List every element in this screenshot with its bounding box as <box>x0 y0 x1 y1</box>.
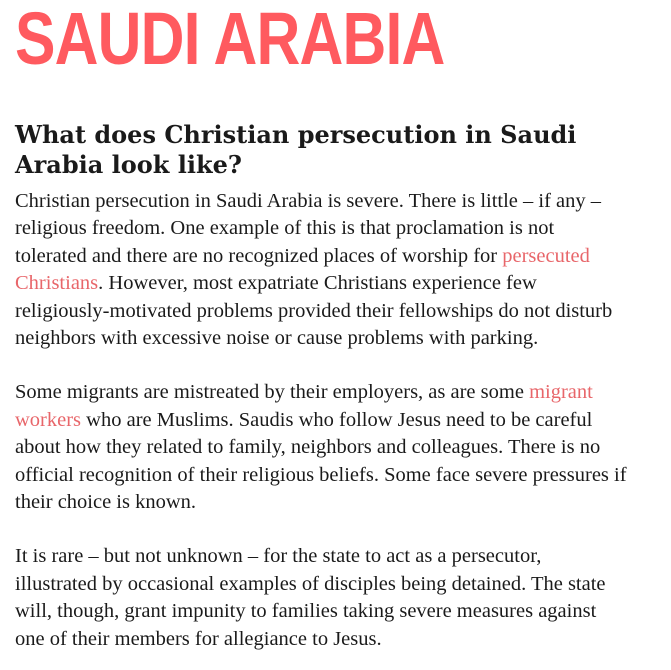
persecuted-christians-link-continued[interactable]: Christians <box>15 272 99 295</box>
text-line-with-link <box>15 407 671 434</box>
text-line: illustrated by occasional examples of disciples being detained. The state <box>15 572 606 595</box>
text-line: will, though, grant impunity to families taking severe measures against <box>15 600 597 623</box>
text-fragment: . However, most expatriate Christians experience few <box>98 272 537 295</box>
text-line: neighbors with excessive noise or cause problems with parking. <box>15 327 539 350</box>
text-line: religious freedom. One example of this is that proclamation is not <box>15 217 555 240</box>
text-line: It is rare – but not unknown – for the state to act as a persecutor, <box>15 545 542 568</box>
paragraph-migrant-workers <box>15 379 671 516</box>
migrant-workers-link[interactable]: migrant <box>529 381 593 404</box>
text-line: religiously-motivated problems provided their fellowships do not disturb <box>15 299 613 322</box>
migrant-workers-link-continued[interactable]: workers <box>15 408 82 431</box>
text-fragment: who are Muslims. Saudis who follow Jesus need to be careful <box>81 408 593 431</box>
text-line: about how they related to family, neighbors and colleagues. There is no <box>15 436 601 459</box>
country-banner-title: SAUDI ARABIA <box>15 0 445 80</box>
persecuted-christians-link[interactable]: persecuted <box>502 244 590 267</box>
text-line-with-link <box>15 243 671 270</box>
text-fragment: tolerated and there are no recognized places of worship for <box>15 244 503 267</box>
text-line-with-link <box>15 270 671 297</box>
page <box>15 0 671 653</box>
paragraph-state-persecution <box>15 543 671 653</box>
text-line: one of their members for allegiance to Jesus. <box>15 627 382 650</box>
text-line: official recognition of their religious beliefs. Some face severe pressures if <box>15 463 627 486</box>
paragraph-persecution-overview <box>15 188 671 352</box>
text-line: Christian persecution in Saudi Arabia is severe. There is little – if any – <box>15 190 602 212</box>
text-line: their choice is known. <box>15 491 197 514</box>
article-heading: What does Christian persecution in Saudi Arabia look like? <box>15 120 577 179</box>
text-line-with-link <box>15 379 671 406</box>
text-fragment: Some migrants are mistreated by their employers, as are some <box>15 381 530 404</box>
